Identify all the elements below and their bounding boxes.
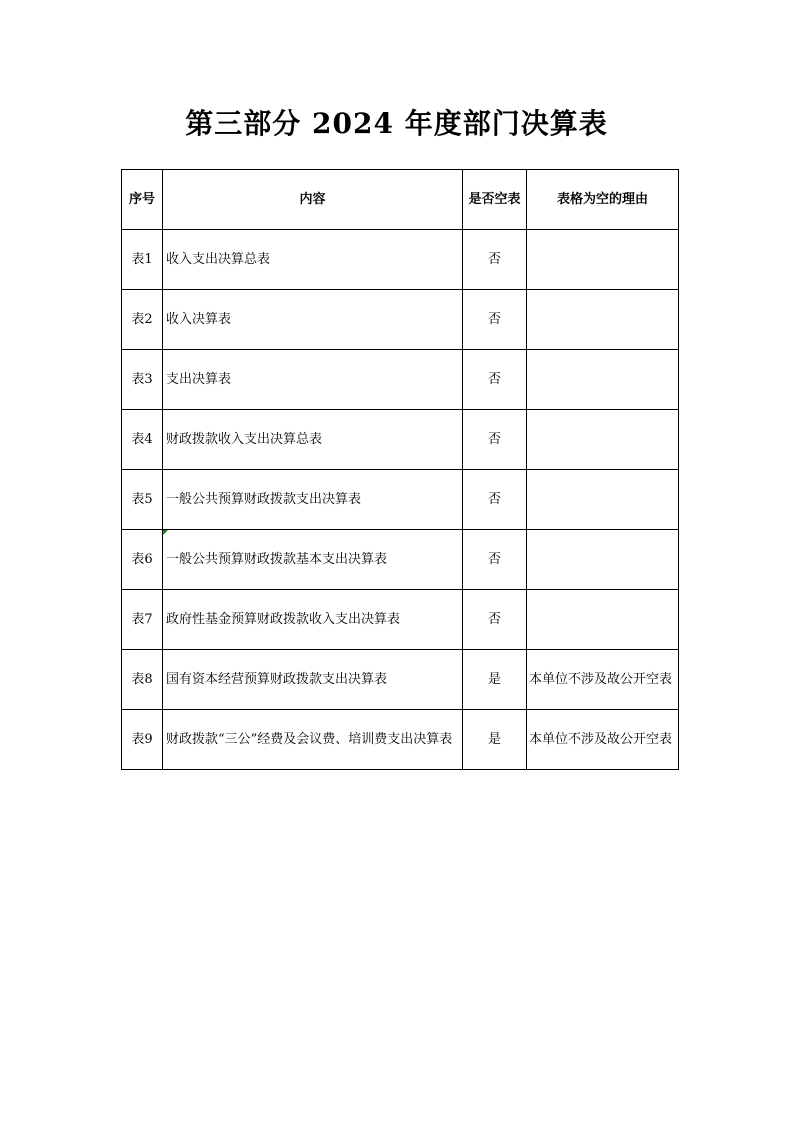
row-no: 表2 — [122, 290, 163, 350]
row-is-empty: 否 — [463, 590, 527, 650]
row-content-text: 一般公共预算财政拨款基本支出决算表 — [166, 552, 388, 567]
page-title: 第三部分 2024 年度部门决算表 — [185, 107, 608, 140]
table-row — [122, 410, 679, 470]
row-no: 表3 — [122, 350, 163, 410]
row-content: 一般公共预算财政拨款支出决算表 — [163, 470, 463, 530]
table-row — [122, 650, 679, 710]
table-row — [122, 350, 679, 410]
row-is-empty: 否 — [463, 350, 527, 410]
row-is-empty: 否 — [463, 290, 527, 350]
row-content: 收入决算表 — [163, 290, 463, 350]
row-is-empty: 否 — [463, 230, 527, 290]
row-is-empty: 否 — [463, 410, 527, 470]
row-content: 财政拨款收入支出决算总表 — [163, 410, 463, 470]
row-no: 表7 — [122, 590, 163, 650]
row-no: 表6 — [122, 530, 163, 590]
table-row — [122, 590, 679, 650]
row-is-empty: 否 — [463, 470, 527, 530]
header-no: 序号 — [122, 170, 163, 230]
table-row — [122, 710, 679, 770]
budget-table-container — [121, 169, 679, 770]
row-no: 表1 — [122, 230, 163, 290]
row-reason — [527, 350, 679, 410]
row-content: 国有资本经营预算财政拨款支出决算表 — [163, 650, 463, 710]
table-header-row — [122, 170, 679, 230]
row-is-empty: 是 — [463, 710, 527, 770]
row-reason: 本单位不涉及故公开空表 — [527, 710, 679, 770]
row-content: 政府性基金预算财政拨款收入支出决算表 — [163, 590, 463, 650]
row-content: 收入支出决算总表 — [163, 230, 463, 290]
row-no: 表9 — [122, 710, 163, 770]
row-no: 表8 — [122, 650, 163, 710]
row-is-empty: 否 — [463, 530, 527, 590]
row-reason: 本单位不涉及故公开空表 — [527, 650, 679, 710]
table-row — [122, 230, 679, 290]
row-is-empty: 是 — [463, 650, 527, 710]
row-reason — [527, 530, 679, 590]
row-no: 表4 — [122, 410, 163, 470]
table-row — [122, 470, 679, 530]
table-row — [122, 290, 679, 350]
budget-table — [121, 169, 679, 770]
row-content — [163, 530, 463, 590]
row-reason — [527, 410, 679, 470]
header-content: 内容 — [163, 170, 463, 230]
row-no: 表5 — [122, 470, 163, 530]
table-row — [122, 530, 679, 590]
row-reason — [527, 290, 679, 350]
cell-comment-marker — [163, 530, 168, 535]
header-reason: 表格为空的理由 — [527, 170, 679, 230]
row-reason — [527, 470, 679, 530]
row-reason — [527, 590, 679, 650]
row-reason — [527, 230, 679, 290]
row-content: 支出决算表 — [163, 350, 463, 410]
header-is-empty: 是否空表 — [463, 170, 527, 230]
row-content: 财政拨款“三公”经费及会议费、培训费支出决算表 — [163, 710, 463, 770]
